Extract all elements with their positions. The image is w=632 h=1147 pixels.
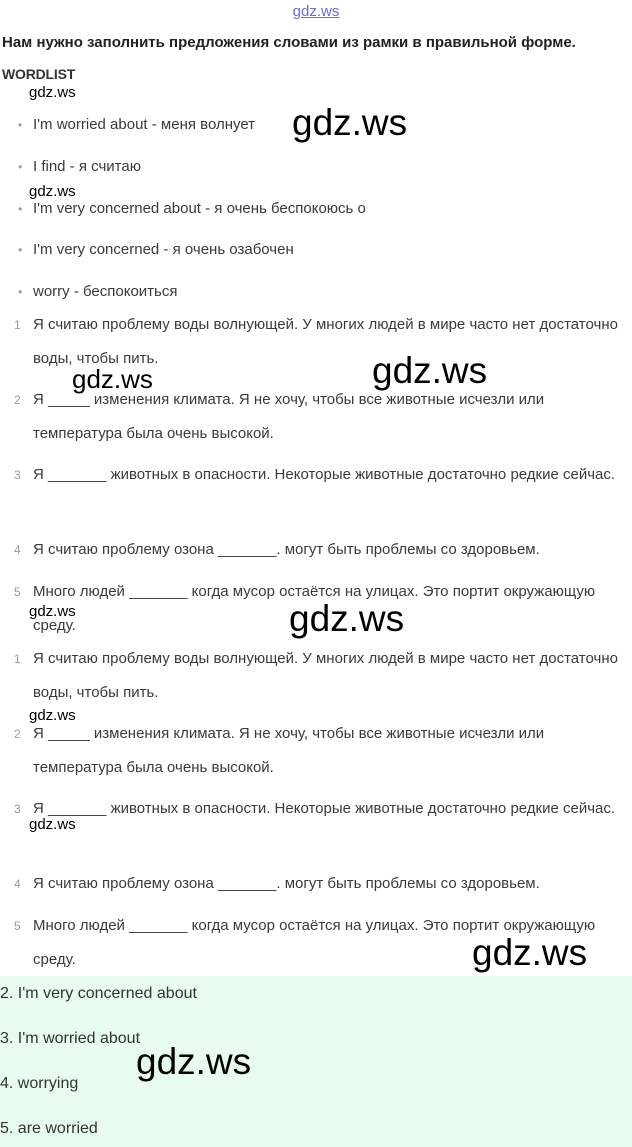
exercise-number: 3 — [14, 468, 21, 482]
bullet-icon: • — [18, 243, 23, 257]
site-link[interactable]: gdz.ws — [292, 3, 340, 20]
bullet-icon: • — [18, 202, 23, 216]
exercise-number: 1 — [14, 652, 21, 666]
exercise-number: 5 — [14, 585, 21, 599]
wordlist-item: • I'm worried about - меня волнует — [18, 116, 256, 133]
exercise-item — [14, 717, 628, 785]
instruction-text: Нам нужно заполнить предложения словами из рамки в правильной форме. — [2, 34, 576, 51]
watermark: gdz.ws — [29, 84, 76, 101]
watermark: gdz.ws — [292, 102, 408, 143]
exercise-item — [14, 867, 628, 901]
exercise-text: Я считаю проблему воды волнующей. У многих людей в мире часто нет достаточно воды, чтобы пить. — [33, 650, 618, 701]
exercise-item — [14, 642, 628, 710]
wordlist-item: • worry - беспокоиться — [18, 283, 178, 300]
watermark: gdz.ws — [372, 350, 488, 391]
watermark: gdz.ws — [29, 183, 76, 200]
bullet-icon: • — [18, 118, 23, 132]
watermark: gdz.ws — [29, 707, 76, 724]
watermark: gdz.ws — [72, 364, 153, 394]
exercise-item — [14, 533, 628, 567]
watermark: gdz.ws — [29, 603, 76, 620]
answer-item: 3. I'm worried about — [0, 1030, 141, 1047]
watermark: gdz.ws — [289, 598, 405, 639]
exercise-number: 2 — [14, 393, 21, 407]
watermark: gdz.ws — [136, 1041, 252, 1082]
answer-item: 4. worrying — [0, 1075, 79, 1092]
exercise-number: 4 — [14, 877, 21, 891]
exercise-text: Много людей _______ когда мусор остаётся на улицах. Это портит окружающую среду. — [33, 917, 596, 968]
wordlist-item: • I'm very concerned about - я очень беспокоюсь о — [18, 200, 366, 217]
watermark: gdz.ws — [29, 816, 76, 833]
exercise-number: 4 — [14, 543, 21, 557]
exercise-text: Я считаю проблему озона _______. могут быть проблемы со здоровьем. — [33, 541, 540, 558]
exercise-item — [14, 458, 628, 492]
exercise-item — [14, 792, 628, 826]
exercise-number: 3 — [14, 802, 21, 816]
bullet-icon: • — [18, 285, 23, 299]
answer-item: 2. I'm very concerned about — [0, 985, 197, 1002]
watermark: gdz.ws — [472, 932, 588, 973]
exercise-text: Я _______ животных в опасности. Некоторые животные достаточно редкие сейчас. — [33, 466, 616, 483]
exercise-text: Я считаю проблему озона _______. могут быть проблемы со здоровьем. — [33, 875, 540, 892]
answer-item: 5. are worried — [0, 1120, 98, 1137]
exercise-text: Я _____ изменения климата. Я не хочу, чтобы все животные исчезли или температура была очень высокой. — [33, 725, 545, 776]
exercise-number: 2 — [14, 727, 21, 741]
exercise-number: 1 — [14, 318, 21, 332]
exercise-text: Много людей _______ когда мусор остаётся на улицах. Это портит окружающую среду. — [33, 583, 596, 634]
exercise-text: Я _____ изменения климата. Я не хочу, чтобы все животные исчезли или температура была очень высокой. — [33, 391, 545, 442]
wordlist-item: • I find - я считаю — [18, 158, 141, 175]
exercise-text: Я _______ животных в опасности. Некоторые животные достаточно редкие сейчас. — [33, 800, 616, 817]
wordlist-title: WORDLIST — [2, 66, 76, 82]
exercise-text: Я считаю проблему воды волнующей. У многих людей в мире часто нет достаточно воды, чтобы пить. — [33, 316, 618, 367]
exercise-number: 5 — [14, 919, 21, 933]
bullet-icon: • — [18, 160, 23, 174]
wordlist-item: • I'm very concerned - я очень озабочен — [18, 241, 294, 258]
